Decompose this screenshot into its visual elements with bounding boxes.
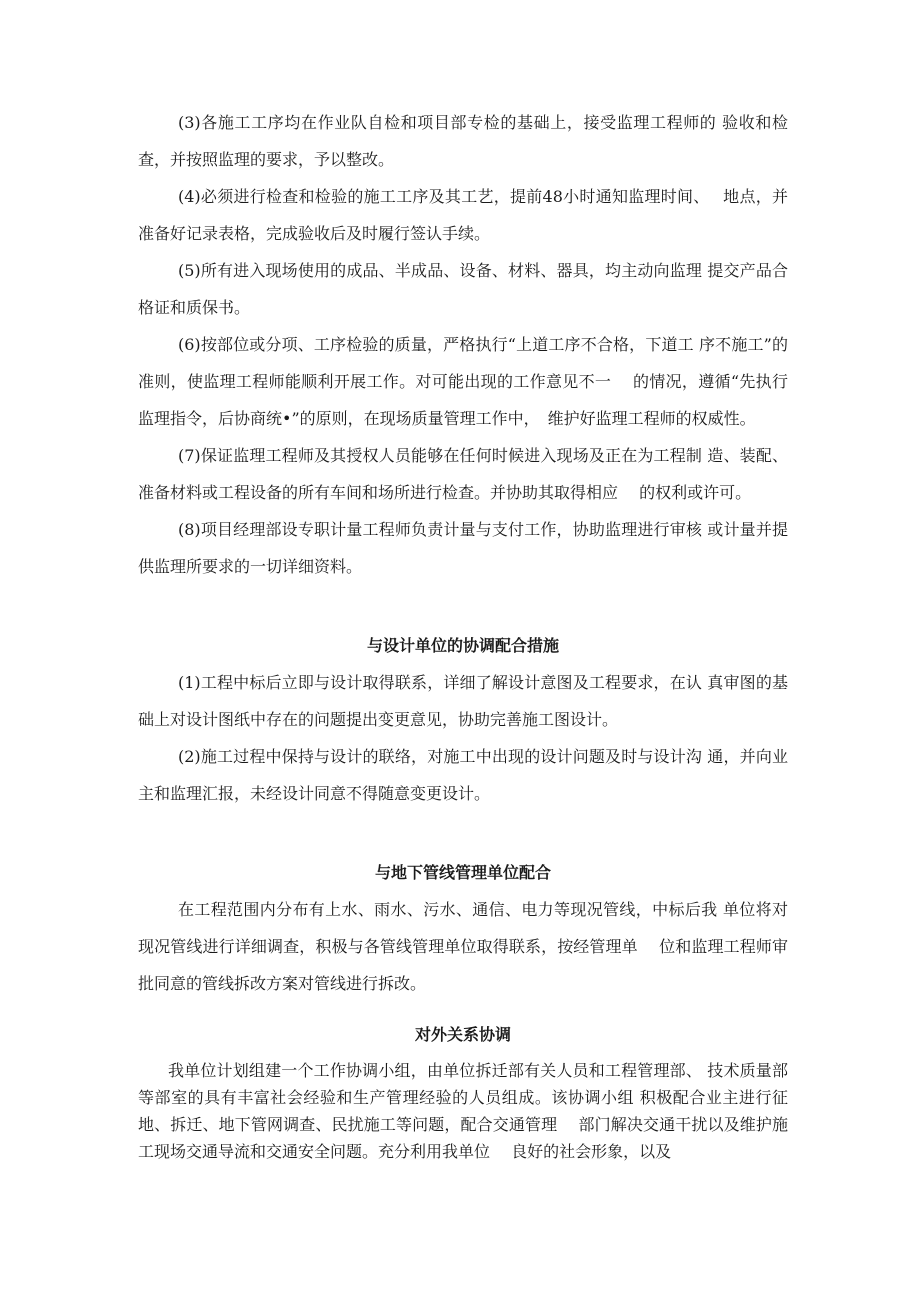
section-heading-design: 与设计单位的协调配合措施 <box>366 636 559 655</box>
paragraph-item-4: (4)必须进行检查和检验的施工工序及其工艺，提前48小时通知监理时间、 地点，并准备好记录表格，完成验收后及时履行签认手续。 <box>138 187 788 243</box>
section-heading-external: 对外关系协调 <box>414 1025 511 1044</box>
spacer <box>138 1002 788 1016</box>
paragraph-item-3: (3)各施工工序均在作业队自检和项目部专检的基础上，接受监理工程师的 验收和检查，并按照监理的要求，予以整改。 <box>138 113 788 169</box>
spacer <box>138 585 788 627</box>
paragraph-item-7: (7)保证监理工程师及其授权人员能够在任何时候进入现场及正在为工程制 造、装配、准备材料或工程设备的所有车间和场所进行检查。并协助其取得相应 的权利或许可。 <box>138 446 788 502</box>
paragraph-item-6: (6)按部位或分项、工序检验的质量，严格执行“上道工序不合格，下道工 序不施工”的准则，使监理工程师能顺利开展工作。对可能出现的工作意见不一 的情况，遵循“先执行监理指令，后协商统•”的原则，在现场质量管理工作中， 维护好监理工程师的权威性。 <box>138 335 788 428</box>
section-heading-pipeline: 与地下管线管理单位配合 <box>374 863 551 882</box>
document-page <box>138 104 788 1165</box>
external-paragraph-1: 我单位计划组建一个工作协调小组，由单位拆迁部有关人员和工程管理部、 技术质量部等部室的具有丰富社会经验和生产管理经验的人员组成。该协调小组 积极配合业主进行征地、拆迁、地下管网调查、民扰施工等问题，配合交通管理 部门解决交通干扰以及维护施工现场交通导流和交通安全问题。充分利用我单位 良好的社会形象，以及 <box>138 1061 788 1161</box>
paragraph-item-8: (8)项目经理部设专职计量工程师负责计量与支付工作，协助监理进行审核 或计量并提供监理所要求的一切详细资料。 <box>138 520 788 576</box>
pipeline-paragraph-1: 在工程范围内分布有上水、雨水、污水、通信、电力等现况管线，中标后我 单位将对现况管线进行详细调查，积极与各管线管理单位取得联系，按经管理单 位和监理工程师审批同意的管线拆改方案对管线进行拆改。 <box>138 900 788 993</box>
paragraph-item-5: (5)所有进入现场使用的成品、半成品、设备、材料、器具，均主动向监理 提交产品合格证和质保书。 <box>138 261 788 317</box>
design-paragraph-1: (1)工程中标后立即与设计取得联系，详细了解设计意图及工程要求，在认 真审图的基础上对设计图纸中存在的问题提出变更意见，协助完善施工图设计。 <box>138 673 788 729</box>
design-paragraph-2: (2)施工过程中保持与设计的联络，对施工中出现的设计问题及时与设计沟 通，并向业主和监理汇报，未经设计同意不得随意变更设计。 <box>138 747 788 803</box>
spacer <box>138 812 788 854</box>
